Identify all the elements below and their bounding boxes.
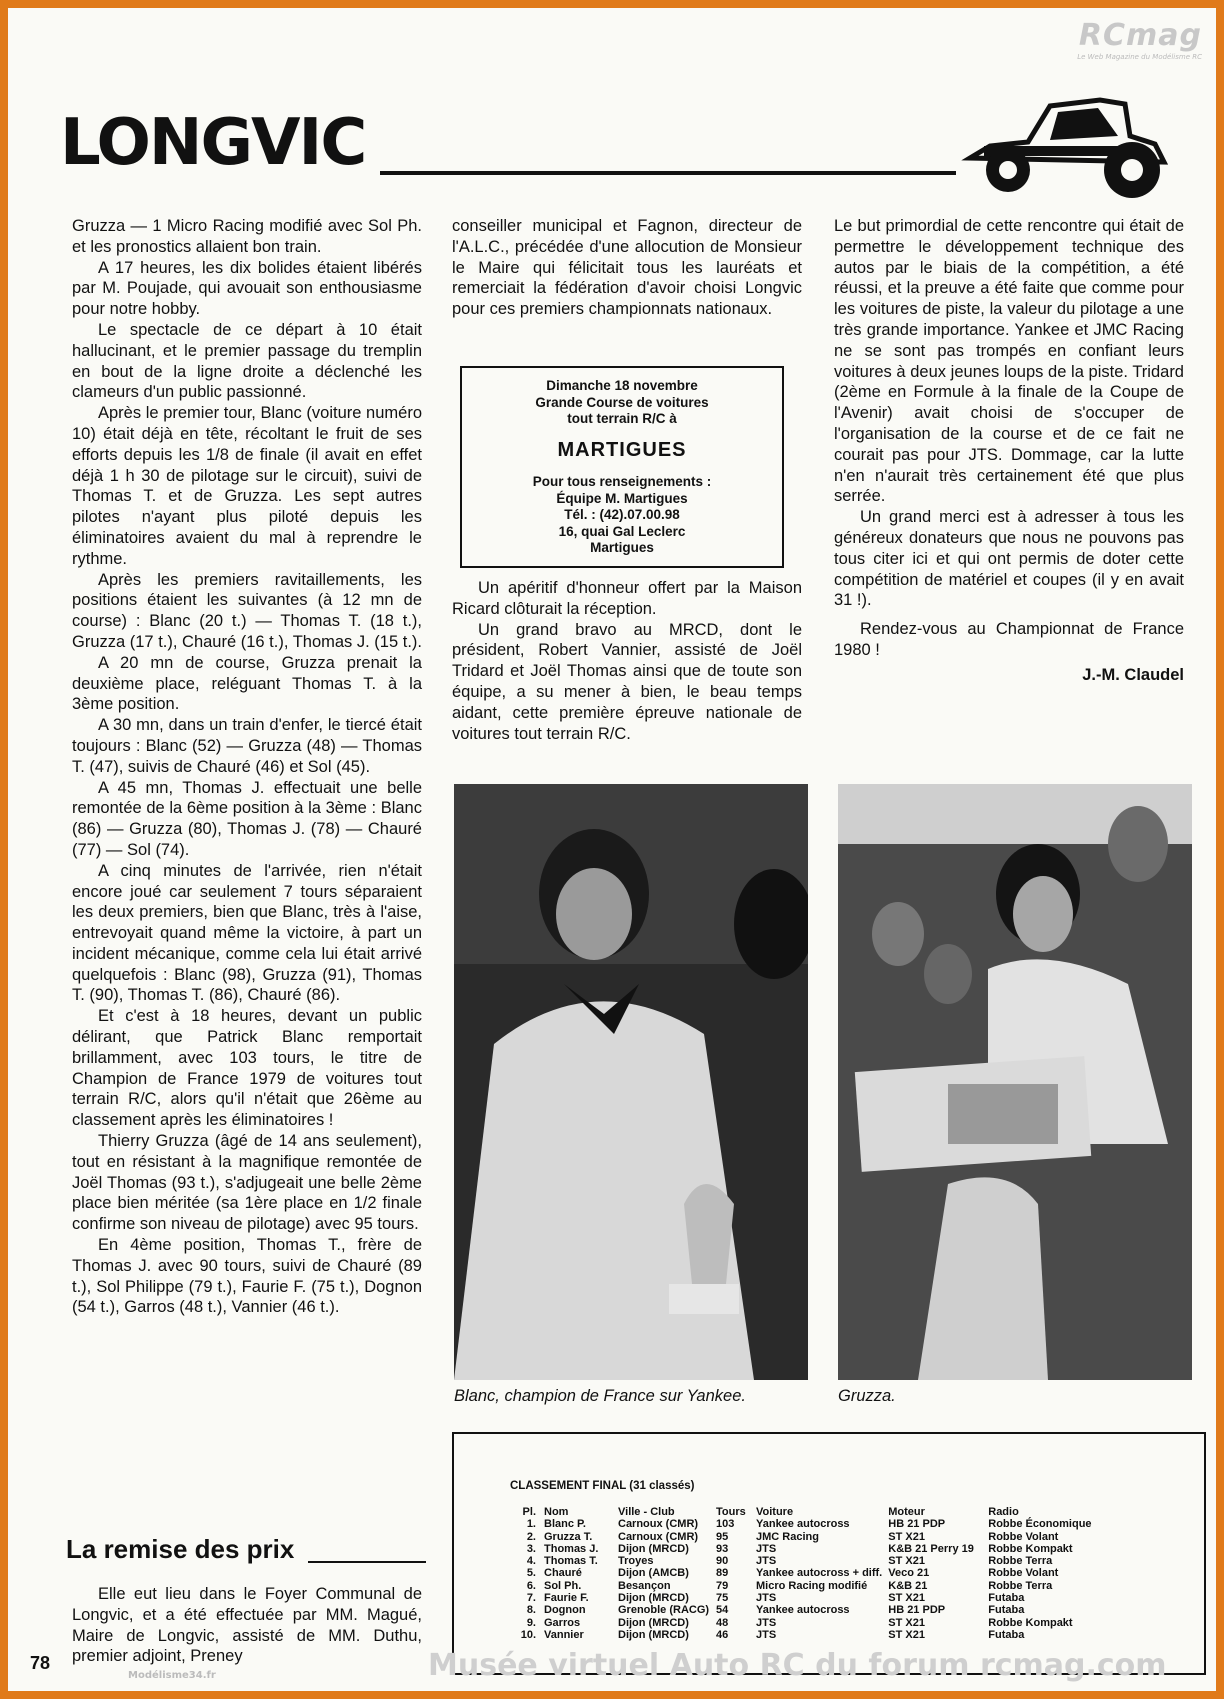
paragraph: A 30 mn, dans un train d'enfer, le tiercé était toujours : Blanc (52) — Gruzza (48) — Thomas T. (47), suivis de Chauré (46) et Sol (45). bbox=[72, 716, 422, 776]
cell: Carnoux (CMR) bbox=[618, 1530, 699, 1543]
cell: Micro Racing modifié bbox=[756, 1579, 868, 1592]
cell: Dijon (MRCD) bbox=[618, 1592, 689, 1605]
cell: JMC Racing bbox=[756, 1530, 819, 1543]
cell: 8. bbox=[526, 1604, 536, 1617]
column-1 bbox=[72, 216, 422, 1318]
page-number: 78 bbox=[30, 1653, 51, 1673]
cell: Thomas J. bbox=[544, 1542, 599, 1555]
results-table bbox=[508, 1506, 1098, 1641]
header-cell: Moteur bbox=[888, 1506, 925, 1518]
paragraph: A 45 mn, Thomas J. effectuait une belle remontée de la 6ème position à la 3ème : Blanc (86) — Gruzza (80), Thomas J. (78) — Chauré (77) — Sol (74). bbox=[72, 778, 422, 859]
cell: K&B 21 Perry 19 bbox=[888, 1542, 974, 1555]
table-row bbox=[508, 1629, 1098, 1641]
cell: 79 bbox=[716, 1579, 729, 1592]
cell: 90 bbox=[716, 1555, 729, 1568]
cell: 75 bbox=[716, 1592, 729, 1605]
table-row bbox=[508, 1531, 1098, 1543]
rcmag-tagline: Le Web Magazine du Modélisme RC bbox=[1077, 53, 1202, 61]
table-row bbox=[508, 1567, 1098, 1579]
cell: K&B 21 bbox=[888, 1579, 928, 1592]
announcement-info: Martigues bbox=[590, 540, 654, 555]
event-announcement-box bbox=[460, 366, 784, 568]
article-title: LONGVIC bbox=[60, 106, 366, 180]
paragraph: A 20 mn de course, Gruzza prenait la deuxième place, reléguant Thomas T. à la 3ème position. bbox=[72, 653, 422, 714]
table-header-row bbox=[508, 1506, 1098, 1518]
cell: Robbe Volant bbox=[988, 1567, 1059, 1580]
header-cell: Ville - Club bbox=[618, 1506, 675, 1518]
cell: Thomas T. bbox=[544, 1555, 598, 1568]
column-2 bbox=[452, 216, 802, 320]
header-cell: Pl. bbox=[522, 1506, 536, 1518]
cell: Yankee autocross bbox=[756, 1518, 850, 1531]
paragraph: Thierry Gruzza (âgé de 14 ans seulement), tout en résistant à la magnifique remontée de Joël Thomas (93 t.), s'adjugeait une belle 2ème place bien méritée (sa 1ère place en 1/2 finale confirme son niveau de pilotage) avec 95 tours. bbox=[72, 1132, 422, 1234]
cell: 46 bbox=[716, 1628, 729, 1641]
cell: Futaba bbox=[988, 1592, 1025, 1605]
section-heading: La remise des prix bbox=[66, 1534, 295, 1564]
announcement-info: Équipe M. Martigues bbox=[556, 490, 688, 506]
cell: Dijon (MRCD) bbox=[618, 1616, 689, 1629]
table-row bbox=[508, 1543, 1098, 1555]
photo-champion-blanc bbox=[454, 784, 808, 1380]
author-signature: J.-M. Claudel bbox=[1082, 665, 1184, 684]
paragraph: Un apéritif d'honneur offert par la Maison Ricard clôturait la réception. bbox=[452, 579, 802, 618]
announcement-city: MARTIGUES bbox=[557, 438, 687, 461]
cell: 2. bbox=[526, 1530, 536, 1543]
final-results-box bbox=[452, 1432, 1206, 1675]
cell: ST X21 bbox=[888, 1628, 925, 1641]
paragraph: Après le premier tour, Blanc (voiture numéro 10) était déjà en tête, récoltant le fruit de ses efforts depuis les 1/8 de finale (il avait en effet déjà 1 h 30 de pilotage sur le circuit), suivi de Thomas T. et de Gruzza. Les sept autres pilotes n'ayant plus piloté depuis les éliminatoires avaient du mal à reprendre le rythme. bbox=[72, 404, 422, 568]
table-row bbox=[508, 1617, 1098, 1629]
cell: JTS bbox=[756, 1628, 777, 1641]
cell: 54 bbox=[716, 1604, 729, 1617]
paragraph: A cinq minutes de l'arrivée, rien n'était encore joué car seulement 7 tours séparaient les deux premiers, bien que Blanc, très à l'aise, entrevoyait quand même la victoire, à part un incident mécanique, comme cela lui était arrivé quelquefois : Blanc (98), Gruzza (91), Thomas T. (90), Thomas T. (86), Chauré (86). bbox=[72, 861, 422, 1005]
cell: 4. bbox=[526, 1555, 536, 1568]
paragraph: Et c'est à 18 heures, devant un public délirant, que Patrick Blanc remportait brillamment, avec 103 tours, le titre de Champion de France 1979 de voitures tout terrain R/C, alors qu'il n'était que 26ème au classement après les éliminatoires ! bbox=[72, 1007, 422, 1130]
cell: JTS bbox=[756, 1616, 777, 1629]
paragraph: En 4ème position, Thomas T., frère de Thomas J. avec 90 tours, suivi de Chauré (89 t.), Sol Philippe (79 t.), Faurie F. (75 t.), Dognon (54 t.), Garros (48 t.), Vannier (46 t.). bbox=[72, 1236, 422, 1317]
cell: Dijon (MRCD) bbox=[618, 1628, 689, 1641]
cell: 103 bbox=[716, 1518, 735, 1531]
announcement-info: 16, quai Gal Leclerc bbox=[558, 523, 686, 539]
announcement-info: Pour tous renseignements : bbox=[532, 474, 712, 489]
cell: 3. bbox=[526, 1542, 536, 1555]
cell: Chauré bbox=[544, 1567, 582, 1580]
section-heading-rule bbox=[308, 1561, 426, 1563]
photo-gruzza bbox=[838, 784, 1192, 1380]
cell: 93 bbox=[716, 1542, 729, 1555]
table-row bbox=[508, 1518, 1098, 1530]
cell: Yankee autocross bbox=[756, 1604, 850, 1617]
cell: ST X21 bbox=[888, 1616, 925, 1629]
cell: 5. bbox=[526, 1567, 536, 1580]
cell: 95 bbox=[716, 1530, 729, 1543]
title-rule bbox=[380, 171, 956, 175]
cell: 10. bbox=[520, 1628, 536, 1641]
header-cell: Tours bbox=[716, 1506, 746, 1518]
photo-champion-blanc-image bbox=[454, 784, 808, 1380]
announcement-line: tout terrain R/C à bbox=[567, 411, 677, 426]
table-row bbox=[508, 1604, 1098, 1616]
paragraph: Gruzza — 1 Micro Racing modifié avec Sol Ph. et les pronostics allaient bon train. bbox=[72, 217, 422, 256]
cell: 1. bbox=[526, 1518, 536, 1531]
column-2-continued bbox=[452, 578, 802, 744]
photo-gruzza-image bbox=[838, 784, 1192, 1380]
cell: HB 21 PDP bbox=[888, 1518, 946, 1531]
photo-caption: Gruzza. bbox=[838, 1387, 896, 1405]
cell: Faurie F. bbox=[544, 1592, 589, 1605]
column-1-continued bbox=[72, 1584, 422, 1667]
cell: Futaba bbox=[988, 1604, 1025, 1617]
cell: ST X21 bbox=[888, 1530, 925, 1543]
cell: ST X21 bbox=[888, 1555, 925, 1568]
watermark-musee: Musée virtuel Auto RC du forum rcmag.com bbox=[428, 1648, 1167, 1683]
cell: Besançon bbox=[618, 1579, 671, 1592]
cell: Robbe Économique bbox=[988, 1518, 1092, 1531]
watermark-modelisme: Modélisme34.fr bbox=[128, 1670, 216, 1681]
column-3 bbox=[834, 216, 1184, 686]
header-cell: Nom bbox=[544, 1506, 569, 1518]
table-row bbox=[508, 1592, 1098, 1604]
paragraph: Rendez-vous au Championnat de France 1980 ! bbox=[834, 620, 1184, 659]
announcement-line: Dimanche 18 novembre bbox=[546, 378, 698, 393]
cell: 9. bbox=[526, 1616, 536, 1629]
header-cell: Voiture bbox=[756, 1506, 794, 1518]
table-row bbox=[508, 1580, 1098, 1592]
cell: Dijon (MRCD) bbox=[618, 1542, 689, 1555]
cell: Robbe Terra bbox=[988, 1579, 1053, 1592]
cell: Gruzza T. bbox=[544, 1530, 593, 1543]
cell: JTS bbox=[756, 1555, 777, 1568]
paragraph: Le but primordial de cette rencontre qui était de permettre le développement technique des autos par le biais de la compétition, a été réussi, et la preuve a été faite que comme pour les voitures de piste, la valeur du pilotage a une très grande importance. Yankee et JMC Racing ne se sont pas trompés en confiant leurs voitures à deux jeunes loups de la piste. Tridard (2ème en Formule à la finale de la Coupe de l'Avenir) avait choisi de s'occuper de l'organisation de la course et de ce fait ne courait pas pour JTS. Dommage, car la lutte n'en n'aurait très certainement été que plus serrée. bbox=[834, 217, 1184, 506]
cell: Dijon (AMCB) bbox=[618, 1567, 689, 1580]
cell: Futaba bbox=[988, 1628, 1025, 1641]
cell: Sol Ph. bbox=[544, 1579, 582, 1592]
cell: Vannier bbox=[544, 1628, 584, 1641]
cell: Carnoux (CMR) bbox=[618, 1518, 699, 1531]
paragraph: Un grand merci est à adresser à tous les généreux donateurs que nous ne pouvons pas tous citer ici et qui ont permis de doter cette compétition de matériel et coupes (il y en avait 31 !). bbox=[834, 508, 1184, 610]
paragraph: A 17 heures, les dix bolides étaient libérés par M. Poujade, qui avouait son enthousiasme pour notre hobby. bbox=[72, 258, 422, 319]
cell: Blanc P. bbox=[544, 1518, 586, 1531]
results-title: CLASSEMENT FINAL (31 classés) bbox=[510, 1480, 695, 1492]
cell: Garros bbox=[544, 1616, 581, 1629]
cell: Dognon bbox=[544, 1604, 586, 1617]
cell: 7. bbox=[526, 1592, 536, 1605]
cell: JTS bbox=[756, 1592, 777, 1605]
paragraph: Après les premiers ravitaillements, les positions étaient les suivantes (à 12 mn de course) : Blanc (20 t.) — Thomas T. (18 t.), Gruzza (17 t.), Chauré (16 t.), Thomas J. (15 t.). bbox=[72, 570, 422, 651]
paragraph: Le spectacle de ce départ à 10 était hallucinant, et le premier passage du tremplin en bout de la ligne droite a déclenché les clameurs d'un public passionné. bbox=[72, 320, 422, 402]
cell: HB 21 PDP bbox=[888, 1604, 946, 1617]
announcement-line: Grande Course de voitures bbox=[535, 394, 709, 410]
photo-caption: Blanc, champion de France sur Yankee. bbox=[454, 1387, 746, 1405]
paragraph: conseiller municipal et Fagnon, directeur de l'A.L.C., précédée d'une allocution de Monsieur le Maire qui félicitait tous les lauréats et remerciait la fédération d'avoir choisi Longvic pour ces premiers championnats nationaux. bbox=[452, 217, 802, 319]
cell: Robbe Kompakt bbox=[988, 1616, 1073, 1629]
cell: Veco 21 bbox=[888, 1567, 930, 1580]
cell: ST X21 bbox=[888, 1592, 925, 1605]
buggy-illustration-icon bbox=[950, 86, 1180, 206]
paragraph: Elle eut lieu dans le Foyer Communal de Longvic, et a été effectuée par MM. Magué, Maire de Longvic, assisté de MM. Duthu, premier adjoint, Preney bbox=[72, 1585, 422, 1666]
cell: Robbe Volant bbox=[988, 1530, 1059, 1543]
announcement-info: Tél. : (42).07.00.98 bbox=[564, 507, 680, 522]
rcmag-logo-text: RCmag bbox=[1078, 18, 1202, 53]
cell: 48 bbox=[716, 1616, 729, 1629]
cell: Troyes bbox=[618, 1555, 654, 1568]
table-row bbox=[508, 1555, 1098, 1567]
cell: Robbe Kompakt bbox=[988, 1542, 1073, 1555]
header-cell: Radio bbox=[988, 1506, 1019, 1518]
paragraph: Un grand bravo au MRCD, dont le président, Robert Vannier, assisté de Joël Tridard et Joël Thomas ainsi que de toute son équipe, a su mener à bien, le beau temps aidant, cette première épreuve nationale de voitures tout terrain R/C. bbox=[452, 620, 802, 743]
cell: 6. bbox=[526, 1579, 536, 1592]
magazine-page bbox=[8, 8, 1216, 1691]
cell: Grenoble (RACG) bbox=[618, 1604, 710, 1617]
cell: 89 bbox=[716, 1567, 729, 1580]
cell: Yankee autocross + diff. bbox=[756, 1567, 883, 1580]
rcmag-logo bbox=[1077, 18, 1202, 61]
cell: Robbe Terra bbox=[988, 1555, 1053, 1568]
cell: JTS bbox=[756, 1542, 777, 1555]
